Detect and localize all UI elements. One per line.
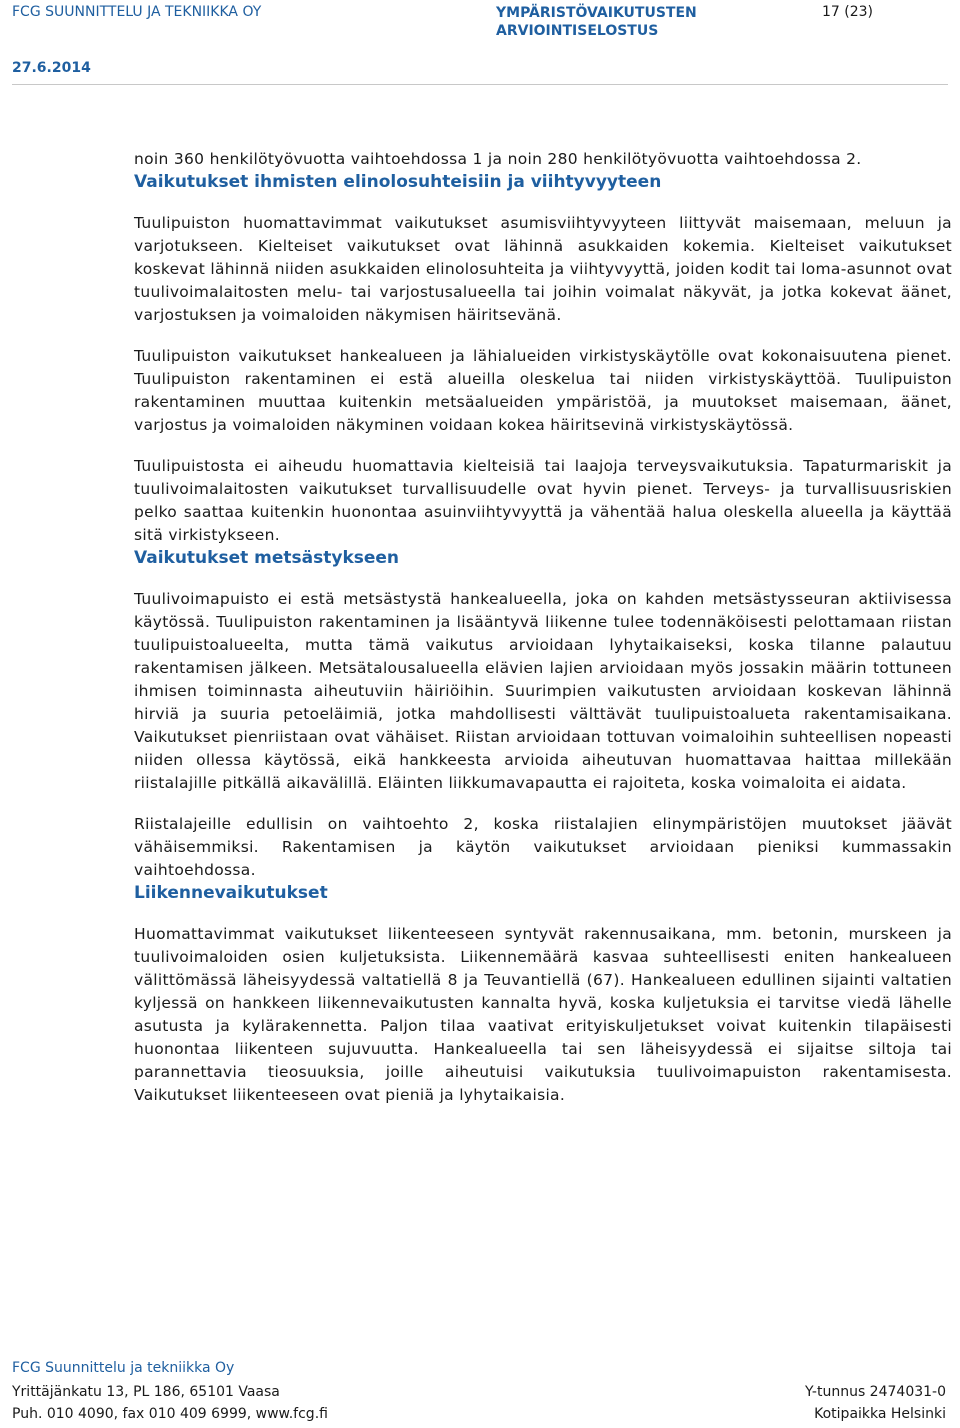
paragraph-living-3: Tuulipuistosta ei aiheudu huomattavia kielteisiä tai laajoja terveysvaikutuksia. Tapaturmariskit ja tuulivoimalaitosten vaikutukset turvallisuudelle ovat hyvin pienet. Terveys- ja turvallisuusriskien pelko saattaa kuitenkin huonontaa asuinviihtyvyyttä ja vähentää halua oleskella alueella ja käyttää sitä virkistykseen. bbox=[134, 457, 952, 544]
page-footer bbox=[0, 1356, 960, 1428]
header-document-title bbox=[496, 4, 697, 40]
footer-address: Yrittäjänkatu 13, PL 186, 65101 Vaasa bbox=[12, 1384, 280, 1400]
heading-traffic: Liikennevaikutukset bbox=[134, 883, 328, 903]
header-title-line1: YMPÄRISTÖVAIKUTUSTEN bbox=[496, 5, 697, 21]
paragraph-hunting-1: Tuulivoimapuisto ei estä metsästystä hankealueella, joka on kahden metsästysseuran aktiivisessa käytössä. Tuulipuiston rakentaminen ja lisääntyvä liikenne tulee todennäköisesti pelottamaan riistan tuulipuistoalueelta, mutta tämä vaikutus arvioidaan lyhytaikaiseksi, koska tilanne palautuu rakentamisen jälkeen. Metsätalousalueella elävien lajien arvioidaan myös jossakin määrin tottuneen ihmisen toiminnasta aiheutuviin häiriöihin. Suurimpien vaikutusten arvioidaan koskevan lähinnä hirviä ja suuria petoeläimiä, jotka mahdollisesti välttävät tuulipuistoalueta rakentamisaikana. Vaikutukset pienriistaan ovat vähäiset. Riistan arvioidaan tottuvan voimaloihin suhteellisen nopeasti niiden ollessa käytössä, eikä hankkeesta arvioida aiheutuvan huomattavaa haittaa millekään riistalajille pitkällä aikavälillä. Eläinten liikkumavapautta ei rajoiteta, koska voimaloita ei aidata. bbox=[134, 590, 952, 792]
page-number: 17 (23) bbox=[822, 4, 874, 20]
header-title-line2: ARVIOINTISELOSTUS bbox=[496, 23, 659, 39]
page-header bbox=[0, 0, 960, 80]
heading-hunting: Vaikutukset metsästykseen bbox=[134, 548, 400, 568]
paragraph-living-1: Tuulipuiston huomattavimmat vaikutukset asumisviihtyvyyteen liittyvät maisemaan, meluun ja varjotukseen. Kielteiset vaikutukset ovat lähinnä asukkaiden kokemia. Kielteiset vaikutukset koskevat lähinnä niiden asukkaiden elinolosuhteita ja viihtyvyyttä, joiden kodit tai loma-asunnot ovat tuulivoimalaitosten melu- tai varjostusalueella tai joihin voimalat näkyvät, ja jotka kokevat äänet, varjostuksen ja voimaloiden näkymisen häiritsevänä. bbox=[134, 214, 952, 324]
document-date: 27.6.2014 bbox=[12, 60, 91, 76]
paragraph-hunting-2: Riistalajeille edullisin on vaihtoehto 2, koska riistalajien elinympäristöjen muutokset jäävät vähäisemmiksi. Rakentamisen ja käytön vaikutukset arvioidaan pieniksi kummassakin vaihtoehdossa. bbox=[134, 815, 952, 879]
footer-domicile: Kotipaikka Helsinki bbox=[814, 1406, 946, 1422]
paragraph-intro: noin 360 henkilötyövuotta vaihtoehdossa 1 ja noin 280 henkilötyövuotta vaihtoehdossa 2. bbox=[134, 150, 862, 168]
footer-company: FCG Suunnittelu ja tekniikka Oy bbox=[12, 1360, 235, 1376]
paragraph-living-2: Tuulipuiston vaikutukset hankealueen ja lähialueiden virkistyskäytölle ovat kokonaisuutena pienet. Tuulipuiston rakentaminen ei estä alueilla oleskelua tai niiden virkistyskäyttöä. Tuulipuiston rakentaminen muuttaa kuitenkin metsäalueiden ympäristöä, ja muutokset maisemaan, äänet, varjostus ja voimaloiden näkyminen voidaan kokea häiritsevinä virkistyskäytössä. bbox=[134, 347, 952, 434]
footer-business-id: Y-tunnus 2474031-0 bbox=[805, 1384, 946, 1400]
header-company: FCG SUUNNITTELU JA TEKNIIKKA OY bbox=[12, 4, 262, 20]
heading-living-conditions: Vaikutukset ihmisten elinolosuhteisiin ja viihtyvyyteen bbox=[134, 172, 662, 192]
footer-contact: Puh. 010 4090, fax 010 409 6999, www.fcg.fi bbox=[12, 1406, 328, 1422]
header-divider bbox=[12, 84, 948, 85]
paragraph-traffic-1: Huomattavimmat vaikutukset liikenteeseen syntyvät rakennusaikana, mm. betonin, murskeen ja tuulivoimaloiden osien kuljetuksista. Liikennemäärä kasvaa suhteellisesti eniten hankealueen välittömässä läheisyydessä valtatiellä 8 ja Teuvantiellä (67). Hankealueen edullinen sijainti valtatien kyljessä on hankkeen liikennevaikutusten kannalta hyvä, koska kuljetuksia ei tarvitse viedä lähelle asutusta ja kylärakennetta. Paljon tilaa vaativat erityiskuljetukset voivat kuitenkin tilapäisesti huonontaa liikenteen sujuvuutta. Hankealueella tai sen läheisyydessä ei sijaitse siltoja tai parannettavia tieosuuksia, joille aiheutuisi vaikutuksia tuulivoimapuiston rakentamisesta. Vaikutukset liikenteeseen ovat pieniä ja lyhytaikaisia. bbox=[134, 925, 952, 1104]
document-body bbox=[134, 148, 952, 1107]
